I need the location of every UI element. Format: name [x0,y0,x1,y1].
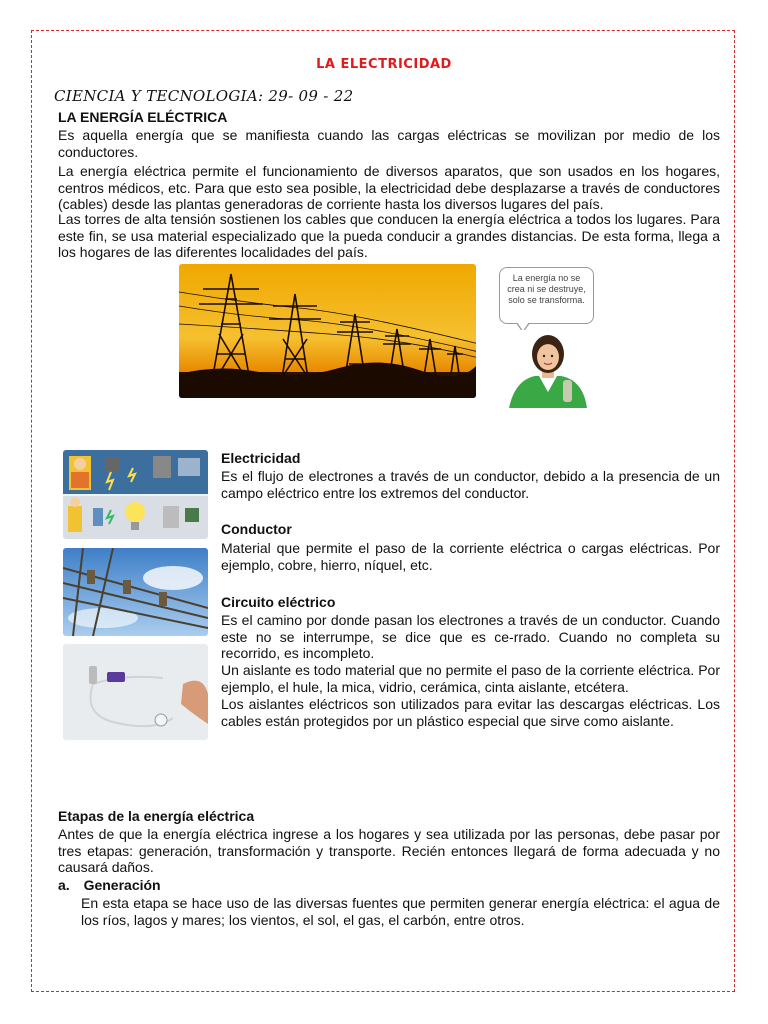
speech-bubble: La energía no se crea ni se destruye, solo se transforma. [499,267,594,324]
list-item-label: Generación [83,877,161,893]
electricity-icons-image [63,450,208,539]
definition-text-circuito: Es el camino por donde pasan los electrones a través de un conductor. Cuando este no se interrumpe, se dice que es ce-rrado. Cuando no completa su recorrido, es incompleto. [221,612,720,661]
paragraph-etapas: Antes de que la energía eléctrica ingrese a los hogares y sea utilizada por las personas, debe pasar por tres etapas: generación, transformación y transporte. Recién entonces llegará de forma adecuada y no causará daños. [58,826,720,875]
definition-text-electricidad: Es el flujo de electrones a través de un conductor, debido a la presencia de un campo eléctrico entre los extremos del conductor. [221,468,720,501]
definition-text-conductor: Material que permite el paso de la corriente eléctrica o cargas eléctricas. Por ejemplo, cobre, hierro, níquel, etc. [221,540,720,573]
paragraph-aislante-1: Un aislante es todo material que no permite el paso de la corriente eléctrica. Por ejemplo, el hule, la mica, vidrio, cerámica, cinta aislante, etcétera. [221,662,720,695]
page-title: LA ELECTRICIDAD [316,57,452,72]
power-cables-image [63,548,208,636]
section-heading-etapas: Etapas de la energía eléctrica [58,808,255,824]
definition-heading-conductor: Conductor [221,521,292,537]
simple-circuit-image [63,644,208,740]
list-item-letter: a. [58,877,70,893]
section-heading-energia: LA ENERGÍA ELÉCTRICA [58,109,228,125]
definition-heading-electricidad: Electricidad [221,450,301,466]
paragraph-aislante-2: Los aislantes eléctricos son utilizados para evitar las descargas eléctricas. Los cables están protegidos por un plástico especial que sirve como aislante. [221,696,720,729]
list-item-generacion [58,877,161,893]
paragraph-energia-2: La energía eléctrica permite el funcionamiento de diversos aparatos, que son usados en los hogares, centros médicos, etc. Para que esto sea posible, la electricidad debe desplazarse a través de conductores (cables) desde las plantas generadoras de corriente hasta los diversos lugares del país. [58,163,720,212]
definition-heading-circuito: Circuito eléctrico [221,594,336,610]
student-girl-image [507,330,589,408]
paragraph-energia-3: Las torres de alta tensión sostienen los cables que conducen la energía eléctrica a todos los lugares. Para este fin, se usa material especializado que la pueda conducir a grandes distancias. De esta forma, llega a los hogares de las diferentes localidades del país. [58,211,720,260]
paragraph-energia-1: Es aquella energía que se manifiesta cuando las cargas eléctricas se movilizan por medio de los conductores. [58,127,720,160]
subject-date-line: CIENCIA Y TECNOLOGIA: 29- 09 - 22 [54,87,354,105]
paragraph-generacion: En esta etapa se hace uso de las diversas fuentes que permiten generar energía eléctrica: el agua de los ríos, lagos y mares; los vientos, el sol, el gas, el carbón, entre otros. [81,895,720,928]
power-towers-sunset-image [179,264,476,398]
